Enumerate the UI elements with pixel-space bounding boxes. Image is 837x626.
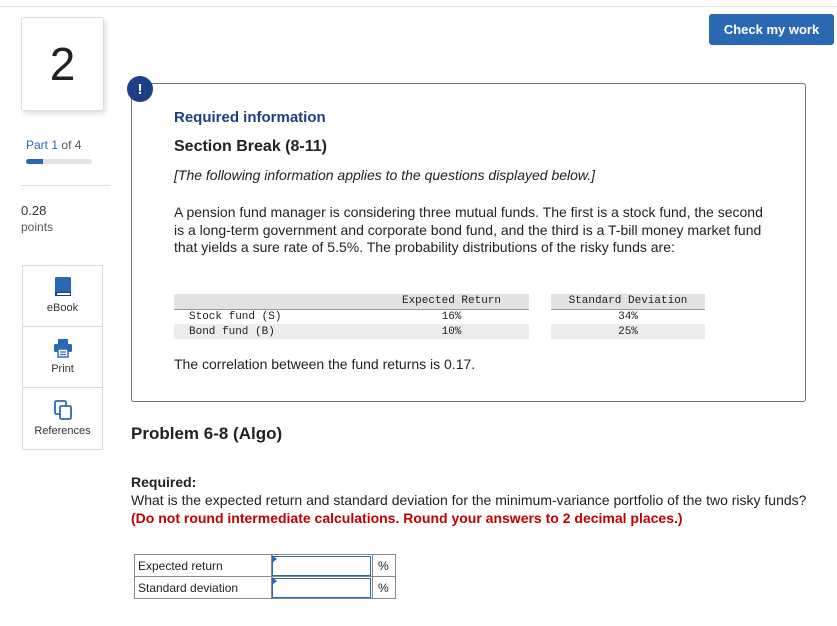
fund-name: Stock fund (S) [189, 310, 282, 323]
part-indicator [26, 138, 81, 152]
references-button[interactable] [23, 388, 102, 449]
answer-row-expected-return [135, 555, 396, 577]
table-header-blank [174, 294, 374, 309]
answer-cell [272, 577, 373, 599]
problem-title: Problem 6-8 (Algo) [131, 424, 283, 443]
fund-name: Bond fund (B) [174, 324, 374, 339]
answer-unit: % [373, 555, 396, 577]
table-header-gap [529, 294, 551, 309]
part-word[interactable]: Part [26, 138, 49, 152]
required-label: Required: [131, 474, 197, 490]
points-value: 0.28 [21, 203, 47, 218]
book-icon [53, 277, 73, 297]
tools-panel [22, 265, 103, 450]
print-button[interactable] [23, 327, 102, 388]
risky-funds-table [174, 294, 705, 339]
fund-expected-return: 10% [374, 324, 529, 339]
top-divider [0, 6, 837, 7]
correlation-text: The correlation between the fund returns is 0.17. [174, 356, 476, 372]
flag-icon [272, 555, 277, 563]
answer-label: Expected return [135, 555, 272, 577]
points-label: points [21, 220, 54, 234]
alert-icon: ! [127, 76, 153, 102]
answer-label: Standard deviation [135, 577, 272, 599]
part-current[interactable]: 1 [51, 138, 59, 152]
fund-std-dev: 34% [618, 310, 638, 323]
table-row [174, 309, 705, 324]
references-label: References [34, 425, 91, 437]
part-progress-bar [26, 159, 92, 164]
table-row [174, 324, 705, 339]
answer-unit: % [373, 577, 396, 599]
fund-std-dev: 25% [551, 324, 705, 339]
ebook-button[interactable] [23, 266, 102, 327]
required-information-heading: Required information [174, 109, 326, 126]
rounding-instruction: (Do not round intermediate calculations. Round your answers to 2 decimal places.) [131, 510, 683, 526]
check-my-work-button[interactable]: Check my work [709, 14, 834, 45]
part-total: of 4 [61, 138, 82, 152]
expected-return-input[interactable] [272, 556, 371, 576]
section-break-title: Section Break (8-11) [174, 138, 327, 155]
table-gap [529, 324, 551, 339]
question-body: What is the expected return and standard deviation for the minimum-variance portfolio of the two risky funds? [131, 492, 807, 508]
fund-expected-return: 16% [441, 310, 462, 323]
answer-cell [272, 555, 373, 577]
table-gap [529, 309, 551, 324]
part-progress-fill [26, 159, 43, 164]
print-label: Print [51, 363, 74, 375]
question-text [131, 491, 821, 527]
table-header-std-dev: Standard Deviation [551, 294, 705, 309]
standard-deviation-input[interactable] [272, 578, 371, 598]
table-header-expected-return: Expected Return [374, 294, 529, 309]
answer-table [134, 554, 396, 599]
copy-pages-icon [53, 400, 73, 420]
ebook-label: eBook [46, 302, 79, 314]
question-number: 2 [21, 17, 104, 111]
printer-icon [53, 338, 73, 358]
applies-note: [The following information applies to the questions displayed below.] [174, 167, 596, 183]
flag-icon [272, 577, 277, 585]
answer-row-standard-deviation [135, 577, 396, 599]
rail-divider [21, 185, 111, 186]
problem-context-paragraph: A pension fund manager is considering three mutual funds. The first is a stock fund, the second is a long-term government and corporate bond fund, and the third is a T-bill money market fund that yields a sure rate of 5.5%. The probability distributions of the risky funds are: [174, 204, 763, 255]
